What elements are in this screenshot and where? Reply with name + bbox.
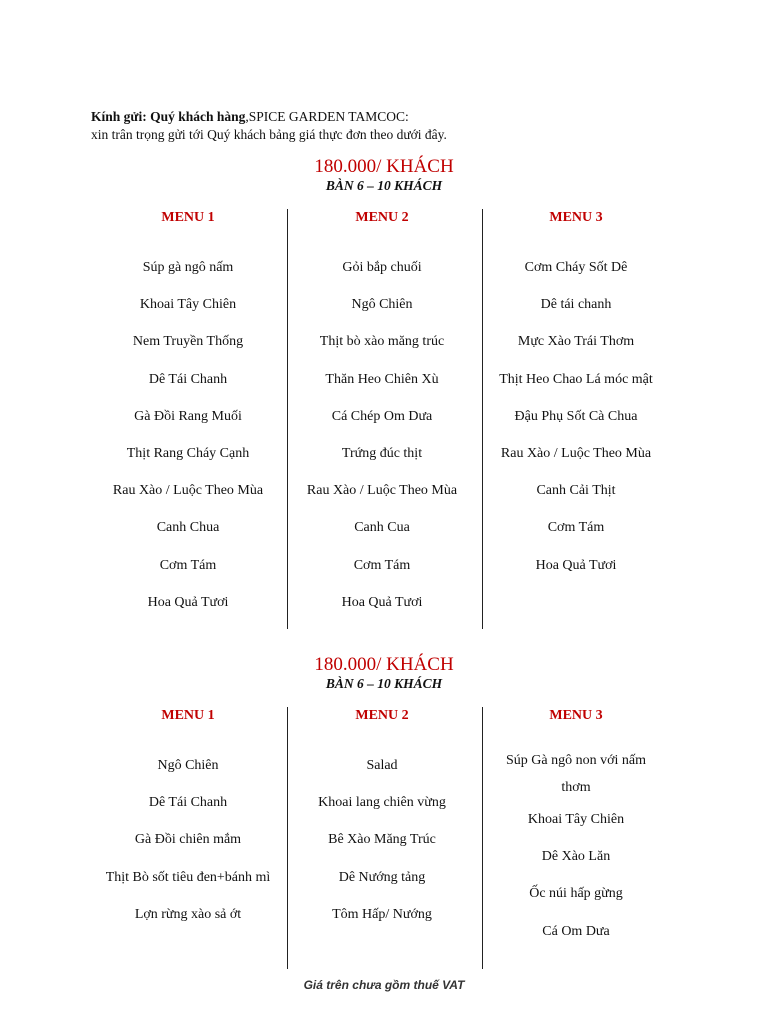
menu-item: Súp Gà ngô non với nấm bbox=[505, 753, 646, 768]
menu-item: Gà Đồi chiên mắm bbox=[134, 832, 242, 848]
menu-item: Tôm Hấp/ Nướng bbox=[332, 906, 432, 922]
menu-title: MENU 1 bbox=[161, 210, 215, 225]
menu-title: MENU 2 bbox=[355, 708, 409, 723]
greeting bbox=[91, 108, 447, 144]
menu-title: MENU 2 bbox=[355, 210, 409, 225]
section-1-tables: BÀN 6 – 10 KHÁCH bbox=[325, 178, 443, 193]
menu-item: Thịt Bò sốt tiêu đen+bánh mì bbox=[105, 869, 271, 885]
section-1-price: 180.000/ KHÁCH bbox=[314, 156, 454, 177]
section-2-menus bbox=[91, 707, 673, 969]
menu-item: Cơm Cháy Sốt Dê bbox=[524, 260, 628, 275]
menu-items bbox=[479, 747, 673, 950]
menu-item: Dê Tái Chanh bbox=[148, 371, 228, 387]
greeting-line bbox=[91, 108, 447, 126]
section-1-menu-3 bbox=[479, 209, 673, 584]
menu-items bbox=[285, 747, 479, 933]
menu-item: Ngô Chiên bbox=[157, 758, 219, 773]
menu-items bbox=[479, 249, 673, 584]
menu-item: Bê Xào Măng Trúc bbox=[328, 832, 436, 848]
menu-item: Canh Cua bbox=[354, 520, 410, 536]
menu-item: Súp gà ngô nấm bbox=[142, 260, 234, 275]
menu-item: Trứng đúc thịt bbox=[341, 446, 423, 462]
menu-item: Khoai Tây Chiên bbox=[139, 297, 237, 313]
menu-item: Thịt bò xào măng trúc bbox=[319, 334, 445, 350]
menu-item: Dê Xào Lăn bbox=[541, 849, 611, 865]
menu-item: Nem Truyền Thống bbox=[132, 334, 244, 350]
menu-item: Canh Chua bbox=[156, 520, 220, 536]
menu-item: Đậu Phụ Sốt Cà Chua bbox=[514, 408, 638, 424]
menu-title: MENU 3 bbox=[549, 708, 603, 723]
section-2-price: 180.000/ KHÁCH bbox=[314, 654, 454, 675]
menu-item: Ốc núi hấp gừng bbox=[529, 886, 623, 902]
menu-item: Cơm Tám bbox=[159, 557, 217, 573]
menu-item: Thịt Rang Cháy Cạnh bbox=[126, 446, 250, 462]
menu-item: Mực Xào Trái Thơm bbox=[517, 334, 635, 350]
menu-item: Thăn Heo Chiên Xù bbox=[325, 371, 439, 387]
menu-item: Khoai Tây Chiên bbox=[527, 812, 625, 827]
menu-item: Hoa Quả Tươi bbox=[535, 557, 617, 573]
menu-item: Gỏi bắp chuối bbox=[342, 260, 422, 275]
menu-items bbox=[91, 249, 285, 621]
menu-item: Hoa Quả Tươi bbox=[147, 594, 229, 610]
intro-line: xin trân trọng gửi tới Quý khách bảng giá thực đơn theo dưới đây. bbox=[91, 127, 447, 142]
section-1-heading bbox=[0, 156, 768, 194]
menu-item: Canh Cải Thịt bbox=[536, 483, 616, 499]
greeting-name: ,SPICE GARDEN TAMCOC: bbox=[245, 109, 409, 124]
menu-item: Cá Chép Om Dưa bbox=[331, 408, 433, 424]
greeting-prefix: Kính gửi: Quý khách hàng bbox=[91, 109, 246, 124]
menu-item: Rau Xào / Luộc Theo Mùa bbox=[500, 446, 652, 462]
section-1-menu-2 bbox=[285, 209, 479, 621]
section-1-menus bbox=[91, 209, 673, 629]
section-2-tables: BÀN 6 – 10 KHÁCH bbox=[325, 676, 443, 691]
menu-item: Hoa Quả Tươi bbox=[341, 594, 423, 610]
menu-item: Lợn rừng xào sả ớt bbox=[134, 906, 242, 922]
menu-item: Thịt Heo Chao Lá móc mật bbox=[499, 371, 653, 387]
section-2-menu-1 bbox=[91, 707, 285, 933]
menu-item: Dê Nướng tảng bbox=[338, 869, 426, 885]
section-2-heading bbox=[0, 654, 768, 692]
menu-item: Khoai lang chiên vừng bbox=[318, 795, 446, 811]
menu-item: Rau Xào / Luộc Theo Mùa bbox=[112, 483, 264, 499]
menu-title: MENU 1 bbox=[161, 708, 215, 723]
menu-items bbox=[285, 249, 479, 621]
menu-item: Cá Om Dưa bbox=[542, 923, 610, 939]
vat-note: Giá trên chưa gồm thuế VAT bbox=[303, 978, 465, 992]
menu-item: Dê tái chanh bbox=[540, 297, 612, 313]
menu-item: Ngô Chiên bbox=[351, 297, 413, 313]
menu-items bbox=[91, 747, 285, 933]
menu-item: Cơm Tám bbox=[547, 520, 605, 536]
menu-item: Cơm Tám bbox=[353, 557, 411, 573]
section-2-menu-3 bbox=[479, 707, 673, 950]
menu-title: MENU 3 bbox=[549, 210, 603, 225]
menu-item: Dê Tái Chanh bbox=[148, 795, 228, 811]
menu-item-continued: thơm bbox=[561, 780, 591, 795]
menu-item: Rau Xào / Luộc Theo Mùa bbox=[306, 483, 458, 499]
section-2-menu-2 bbox=[285, 707, 479, 933]
menu-item: Gà Đồi Rang Muối bbox=[134, 408, 242, 424]
section-1-menu-1 bbox=[91, 209, 285, 621]
menu-item: Salad bbox=[366, 758, 398, 773]
